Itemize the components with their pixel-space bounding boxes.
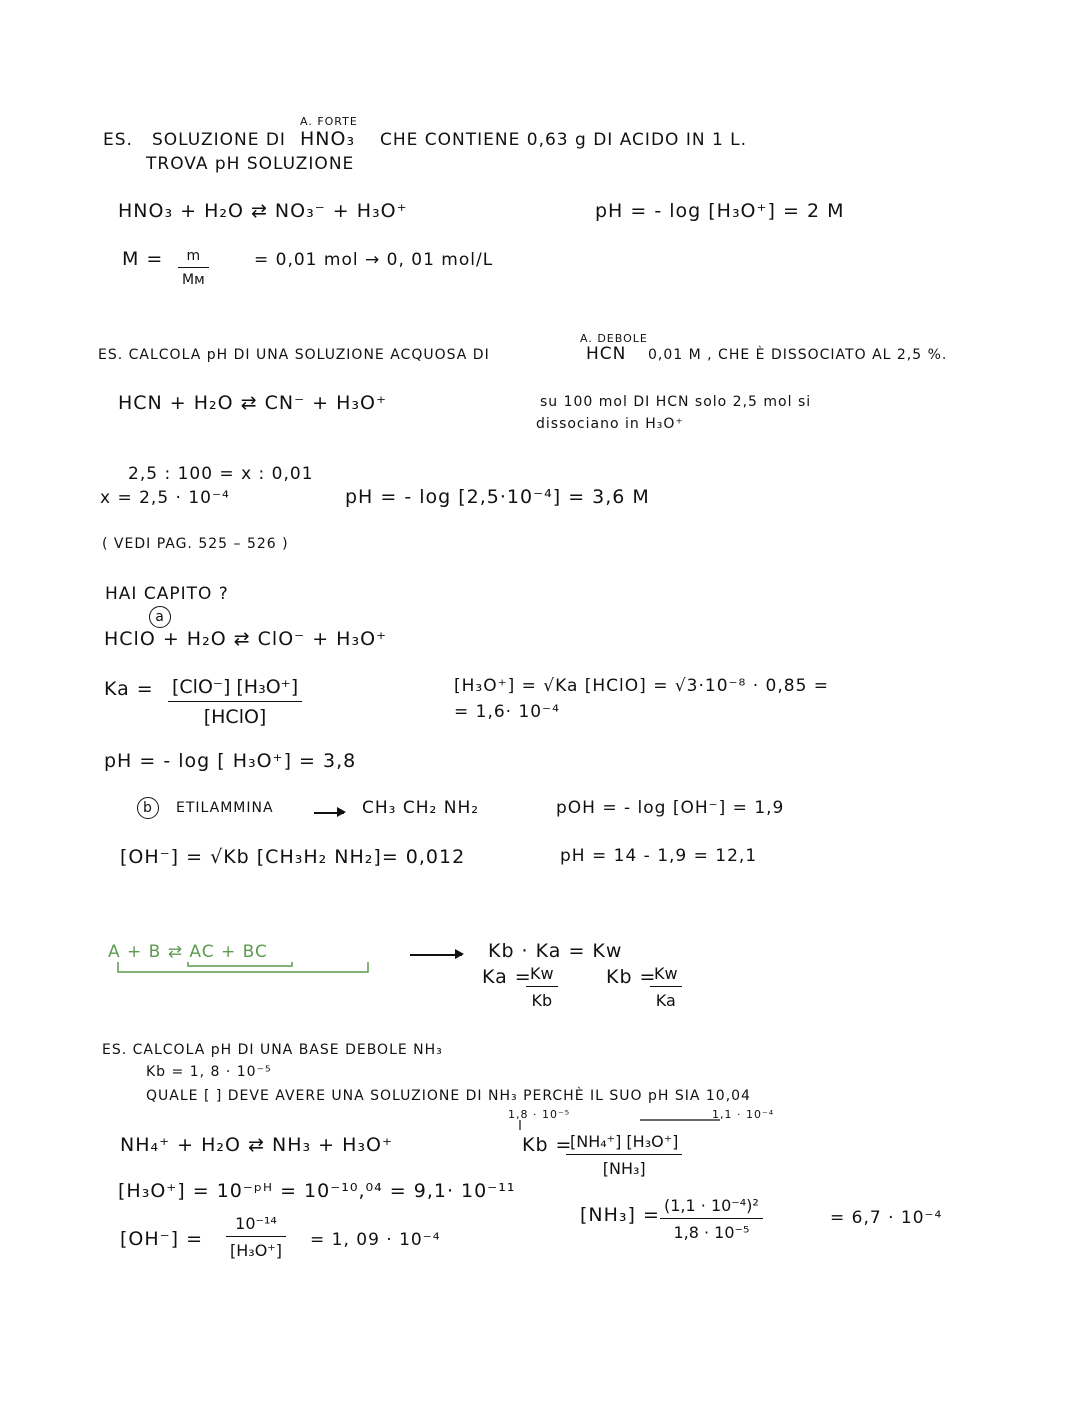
fraction-denominator: 1,8 · 10⁻⁵ (673, 1223, 750, 1242)
fraction-denominator: [NH₃] (602, 1159, 646, 1178)
ex3-oh-fraction (226, 1214, 286, 1260)
ex1-molar-lhs: M = (122, 248, 164, 270)
fraction-denominator: [H₃O⁺] (230, 1241, 282, 1260)
ex3-nh3-fraction (660, 1196, 763, 1242)
ex3-label: ES. CALCOLA pH DI UNA BASE DEBOLE NH₃ (102, 1042, 443, 1058)
hclo-reaction: HClO + H₂O ⇄ ClO⁻ + H₃O⁺ (104, 628, 388, 650)
ex1-reaction: HNO₃ + H₂O ⇄ NO₃⁻ + H₃O⁺ (118, 200, 408, 222)
green-scheme: A + B ⇄ AC + BC (108, 942, 268, 962)
ex3-kb-given: Kb = 1, 8 · 10⁻⁵ (146, 1064, 272, 1080)
fraction-denominator: Mм (182, 272, 205, 288)
ex3-kb-lhs: Kb = (522, 1134, 573, 1156)
ex2-note-line2: dissociano in H₃O⁺ (536, 416, 684, 432)
ex3-annotation-left: 1,8 · 10⁻⁵ (508, 1108, 571, 1121)
hai-capito-title: HAI CAPITO ? (105, 584, 229, 604)
circled-a: a (149, 606, 171, 628)
ex3-oh-rhs: = 1, 09 · 10⁻⁴ (310, 1230, 441, 1250)
ex3-kb-fraction (566, 1132, 682, 1178)
poh-formula: pOH = - log [OH⁻] = 1,9 (556, 798, 785, 818)
ex2-note-line1: su 100 mol DI HCN solo 2,5 mol si (540, 394, 812, 410)
circled-b: b (137, 797, 159, 819)
fraction-denominator: Ka (655, 991, 676, 1010)
ex3-question: QUALE [ ] DEVE AVERE UNA SOLUZIONE DI NH₃ PERCHÈ IL SUO pH SIA 10,04 (146, 1088, 751, 1104)
ex2-text: 0,01 M , CHE È DISSOCIATO AL 2,5 %. (648, 347, 948, 363)
oh-formula: [OH⁻] = √Kb [CH₃H₂ NH₂]= 0,012 (120, 846, 466, 868)
ex3-nh3-rhs: = 6,7 · 10⁻⁴ (830, 1208, 943, 1228)
weak-acid-note: A. DEBOLE (580, 332, 648, 345)
fraction-numerator: [ClO⁻] [H₃O⁺] (168, 676, 302, 702)
ethylamine-name: ETILAMMINA (176, 800, 274, 816)
ex2-ph-value: pH = - log [2,5·10⁻⁴] = 3,6 M (345, 486, 650, 508)
ex1-molar-fraction (178, 248, 209, 288)
ex2-x-value: x = 2,5 · 10⁻⁴ (100, 488, 230, 508)
ka-kw-lhs: Ka = (482, 966, 532, 988)
page-reference: ( VEDI PAG. 525 – 526 ) (102, 536, 289, 552)
fraction-numerator: (1,1 · 10⁻⁴)² (660, 1196, 763, 1219)
strong-acid-note: A. FORTE (300, 115, 358, 128)
ka-fraction (168, 676, 302, 728)
fraction-denominator: [HClO] (203, 706, 267, 728)
long-arrow-icon (410, 954, 462, 956)
h3o-value: = 1,6· 10⁻⁴ (454, 702, 560, 722)
ex1-text: SOLUZIONE DI (152, 130, 286, 150)
ex2-acid: HCN (586, 344, 627, 364)
ex2-proportion: 2,5 : 100 = x : 0,01 (128, 464, 314, 484)
hclo-ph: pH = - log [ H₃O⁺] = 3,8 (104, 750, 357, 772)
ex3-nh3-lhs: [NH₃] = (580, 1204, 660, 1226)
kb-kw-lhs: Kb = (606, 966, 657, 988)
fraction-numerator: [NH₄⁺] [H₃O⁺] (566, 1132, 682, 1155)
ex1-molar-rhs: = 0,01 mol → 0, 01 mol/L (254, 250, 494, 270)
ex1-label: ES. (103, 130, 133, 150)
ka-lhs: Ka = (104, 678, 154, 700)
ka-kw-fraction (526, 964, 558, 1010)
ethylamine-ph: pH = 14 - 1,9 = 12,1 (560, 846, 758, 866)
marker-b (137, 797, 159, 819)
ex1-text-b: CHE CONTIENE 0,63 g DI ACIDO IN 1 L. (380, 130, 748, 150)
ex3-oh-lhs: [OH⁻] = (120, 1228, 204, 1250)
ex1-ph-formula: pH = - log [H₃O⁺] = 2 M (595, 200, 845, 222)
fraction-numerator: Kw (650, 964, 682, 987)
ex3-annotation-right: 1,1 · 10⁻⁴ (712, 1108, 775, 1121)
kb-ka-relation: Kb · Ka = Kw (488, 940, 623, 962)
ex3-reaction: NH₄⁺ + H₂O ⇄ NH₃ + H₃O⁺ (120, 1134, 394, 1156)
fraction-numerator: m (178, 248, 209, 268)
ex2-reaction: HCN + H₂O ⇄ CN⁻ + H₃O⁺ (118, 392, 388, 414)
ex1-acid: HNO₃ (300, 128, 356, 150)
fraction-denominator: Kb (531, 991, 553, 1010)
fraction-numerator: 10⁻¹⁴ (226, 1214, 286, 1237)
right-arrow-icon (314, 812, 344, 814)
ex2-label: ES. CALCOLA pH DI UNA SOLUZIONE ACQUOSA DI (98, 347, 490, 363)
ex3-h3o: [H₃O⁺] = 10⁻ᵖᴴ = 10⁻¹⁰,⁰⁴ = 9,1· 10⁻¹¹ (118, 1180, 516, 1202)
marker-a (149, 606, 171, 628)
kb-kw-fraction (650, 964, 682, 1010)
ex1-question: TROVA pH SOLUZIONE (146, 154, 355, 174)
fraction-numerator: Kw (526, 964, 558, 987)
ethylamine-formula: CH₃ CH₂ NH₂ (362, 798, 480, 818)
h3o-formula: [H₃O⁺] = √Ka [HClO] = √3·10⁻⁸ · 0,85 = (454, 676, 830, 696)
